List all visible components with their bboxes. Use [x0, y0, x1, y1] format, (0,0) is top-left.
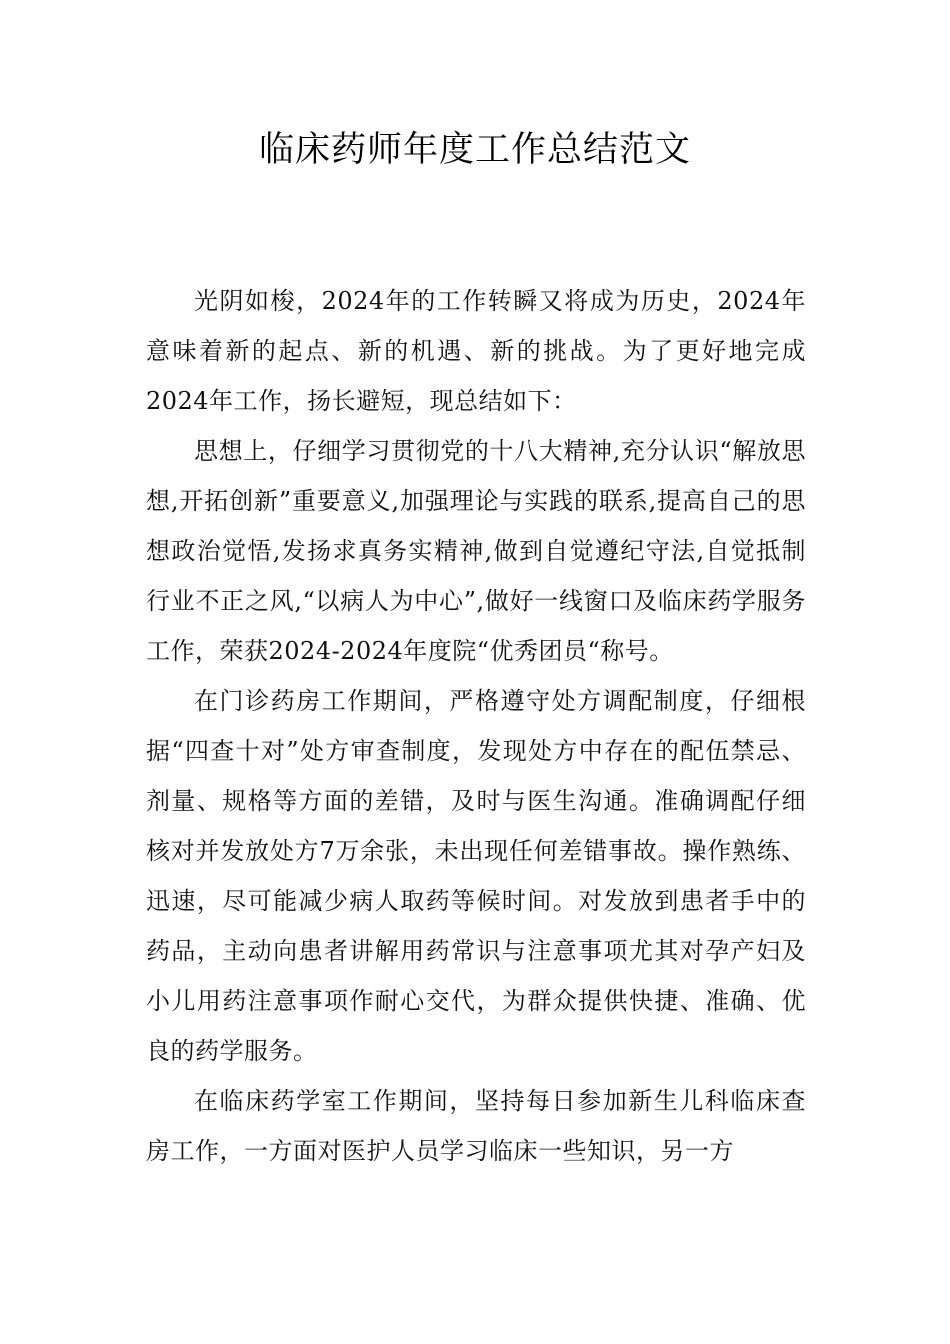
paragraph-outpatient-pharmacy: 在门诊药房工作期间，严格遵守处方调配制度，仔细根据“四查十对”处方审查制度，发现处方中存在的配伍禁忌、剂量、规格等方面的差错，及时与医生沟通。准确调配仔细核对并发放处方7万余张，未出现任何差错事故。操作熟练、迅速，尽可能减少病人取药等候时间。对发放到患者手中的药品，主动向患者讲解用药常识与注意事项尤其对孕产妇及小儿用药注意事项作耐心交代，为群众提供快捷、准确、优良的药学服务。: [146, 687, 806, 1065]
paragraph-intro: 光阴如梭，2024年的工作转瞬又将成为历史，2024年意味着新的起点、新的机遇、新的挑战。为了更好地完成2024年工作，扬长避短，现总结如下：: [146, 287, 806, 415]
paragraph-ideology: 思想上，仔细学习贯彻党的十八大精神,充分认识“解放思想,开拓创新”重要意义,加强理论与实践的联系,提高自己的思想政治觉悟,发扬求真务实精神,做到自觉遵纪守法,自觉抵制行业不正之风,“以病人为中心”,做好一线窗口及临床药学服务工作，荣获2024-2024年度院“优秀团员“称号。: [146, 437, 806, 665]
document-title: 临床药师年度工作总结范文: [258, 130, 691, 170]
document-body: [146, 276, 806, 1176]
paragraph-clinical-pharmacy: 在临床药学室工作期间，坚持每日参加新生儿科临床查房工作，一方面对医护人员学习临床一些知识，另一方: [146, 1087, 806, 1165]
